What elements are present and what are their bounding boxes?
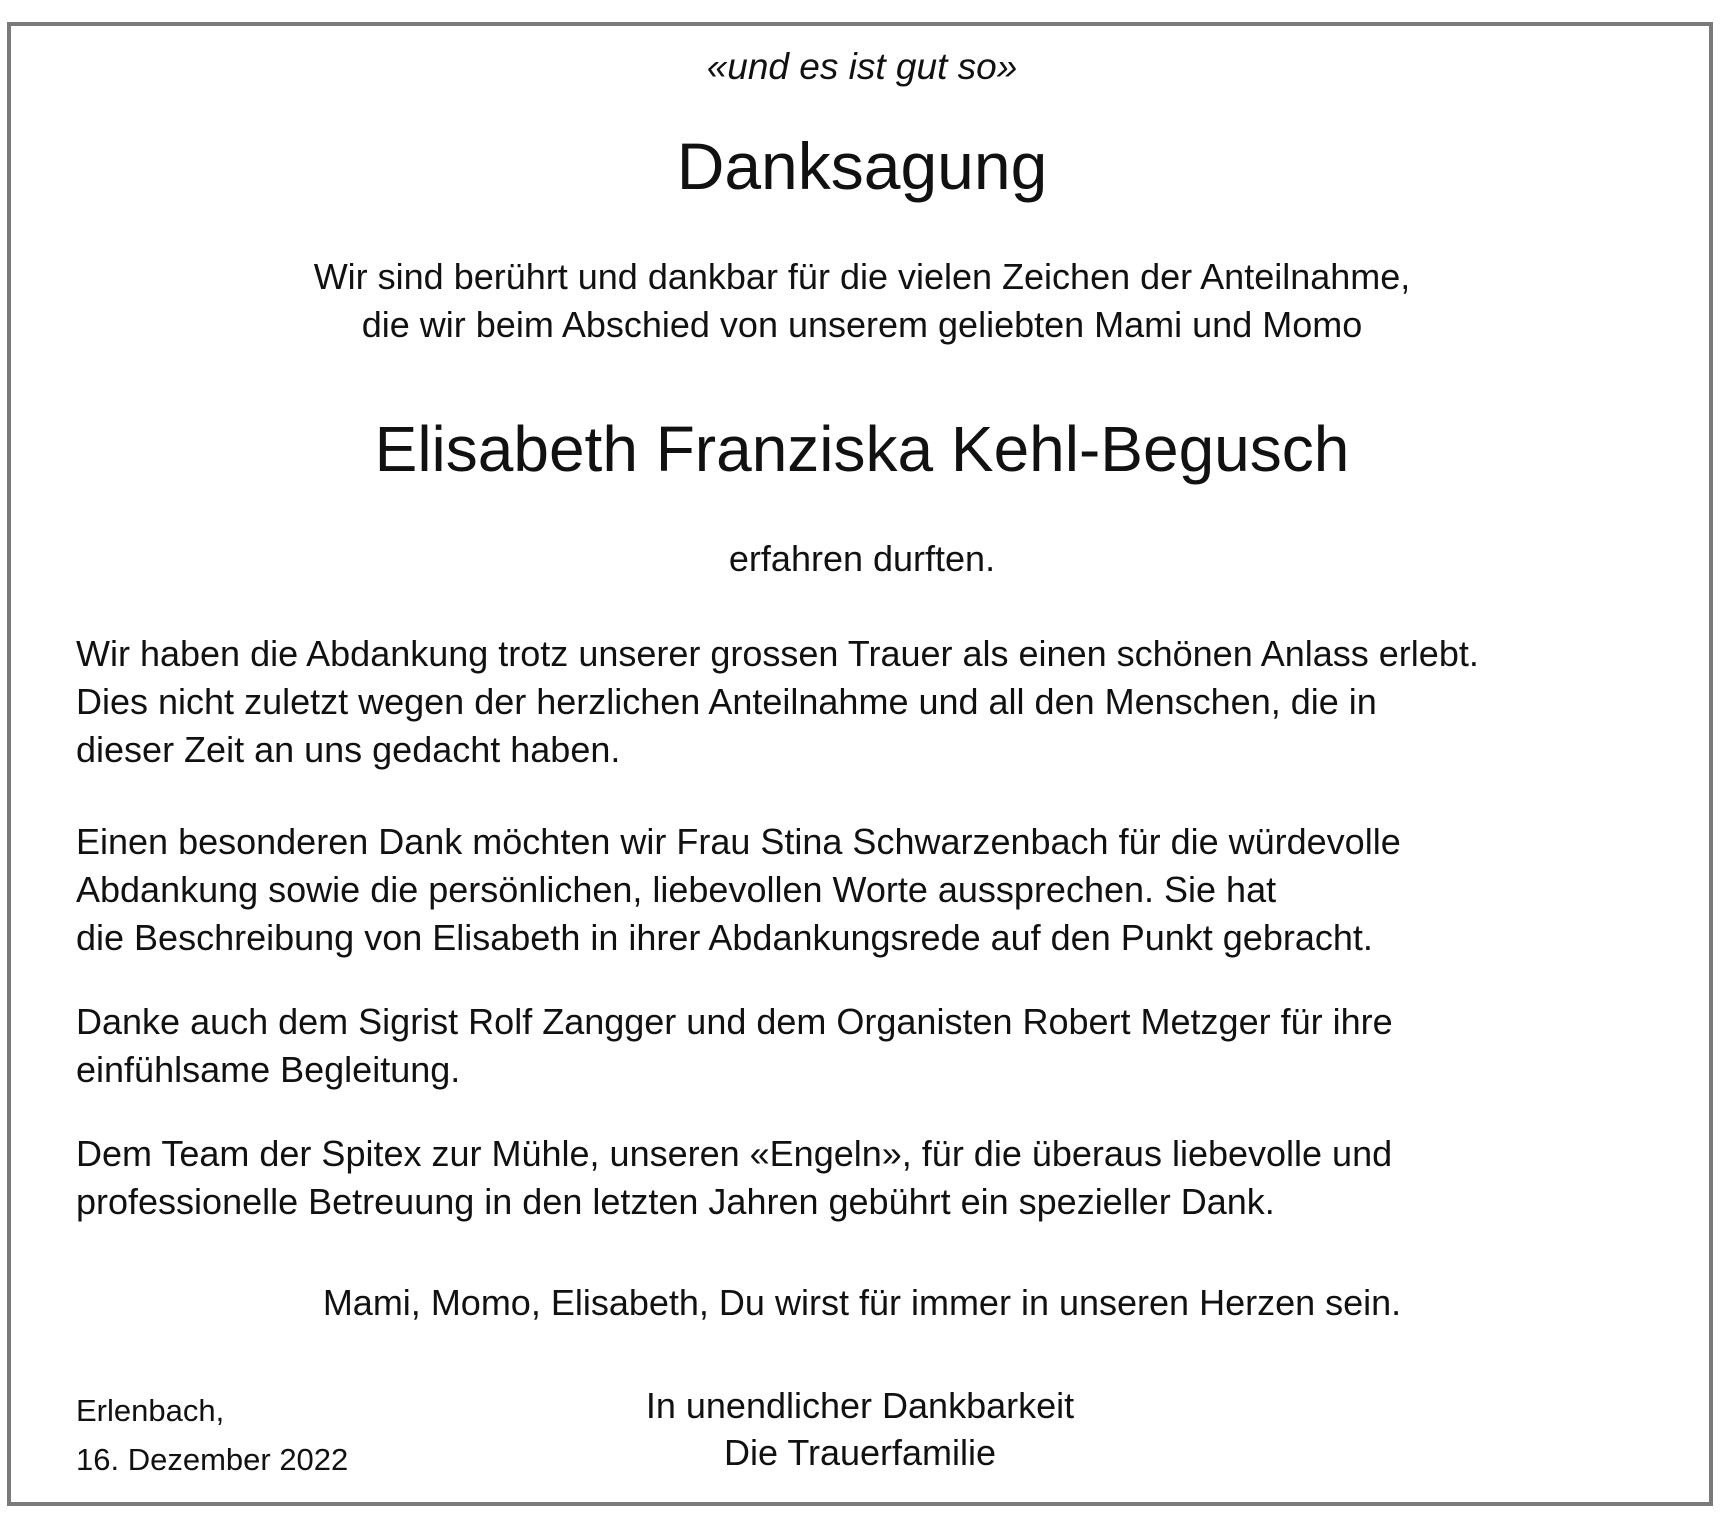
closing-line: Mami, Momo, Elisabeth, Du wirst für immer in unseren Herzen sein. — [322, 1282, 1402, 1323]
paragraph-line: Abdankung sowie die persönlichen, liebevollen Worte aussprechen. Sie hat — [76, 869, 1277, 910]
paragraph-line: professionelle Betreuung in den letzten Jahren gebührt ein spezieller Dank. — [76, 1181, 1275, 1222]
date: 16. Dezember 2022 — [76, 1442, 349, 1477]
paragraph-thanks-officiant — [76, 818, 1401, 962]
paragraph-ceremony — [76, 630, 1479, 774]
paragraph-line: Dem Team der Spitex zur Mühle, unseren «Engeln», für die überaus liebevolle und — [76, 1133, 1393, 1174]
paragraph-line: Danke auch dem Sigrist Rolf Zangger und dem Organisten Robert Metzger für ihre — [76, 1001, 1393, 1042]
paragraph-thanks-church — [76, 998, 1393, 1094]
place-date — [76, 1386, 348, 1484]
paragraph-thanks-spitex — [76, 1130, 1392, 1226]
paragraph-line: Dies nicht zuletzt wegen der herzlichen Anteilnahme und all den Menschen, die in — [76, 681, 1377, 722]
after-name-text: erfahren durften. — [728, 538, 996, 579]
intro-line: die wir beim Abschied von unserem geliebten Mami und Momo — [361, 304, 1363, 345]
paragraph-line: Wir haben die Abdankung trotz unserer grossen Trauer als einen schönen Anlass erlebt. — [76, 633, 1479, 674]
signature-line: Die Trauerfamilie — [723, 1432, 997, 1473]
place: Erlenbach, — [76, 1393, 225, 1428]
paragraph-line: die Beschreibung von Elisabeth in ihrer Abdankungsrede auf den Punkt gebracht. — [76, 917, 1373, 958]
intro-text — [0, 253, 1724, 349]
page-title: Danksagung — [676, 129, 1048, 203]
intro-line: Wir sind berührt und dankbar für die vielen Zeichen der Anteilnahme, — [313, 256, 1411, 297]
signature — [560, 1382, 1160, 1476]
signature-line: In unendlicher Dankbarkeit — [645, 1385, 1075, 1426]
motto: «und es ist gut so» — [706, 46, 1018, 87]
paragraph-line: einfühlsame Begleitung. — [76, 1049, 461, 1090]
paragraph-line: Einen besonderen Dank möchten wir Frau Stina Schwarzenbach für die würdevolle — [76, 821, 1401, 862]
deceased-name: Elisabeth Franziska Kehl-Begusch — [374, 413, 1350, 485]
paragraph-line: dieser Zeit an uns gedacht haben. — [76, 729, 621, 770]
